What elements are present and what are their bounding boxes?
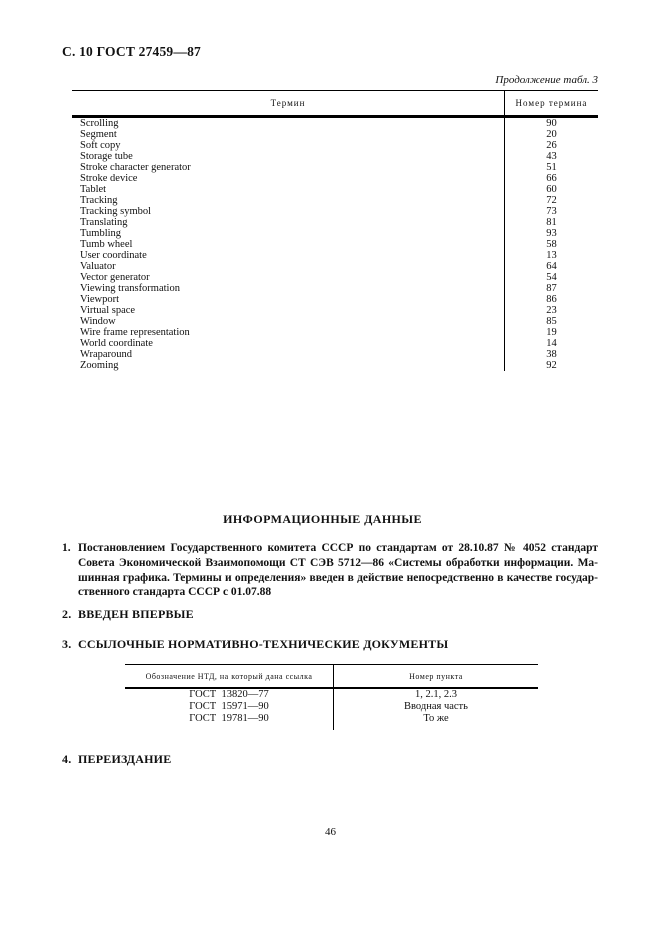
term-cell: Stroke character generator — [80, 162, 191, 173]
number-cell: 85 — [504, 316, 598, 327]
number-cell: 87 — [504, 283, 598, 294]
table-row — [72, 151, 598, 162]
number-cell: 92 — [504, 360, 598, 371]
info-item-3-text: ССЫЛОЧНЫЕ НОРМАТИВНО-ТЕХНИЧЕСКИЕ ДОКУМЕНТЫ — [78, 637, 449, 651]
term-cell: Wire frame representation — [80, 327, 190, 338]
terms-table-header-term: Термин — [270, 98, 306, 108]
term-cell: Tracking — [80, 195, 118, 206]
terms-table-header-number: Номер термина — [504, 91, 598, 115]
term-cell: World coordinate — [80, 338, 153, 349]
term-cell: Wraparound — [80, 349, 133, 360]
table-row — [72, 129, 598, 140]
info-item-3-number: 3. — [62, 637, 72, 651]
term-cell: Tracking symbol — [80, 206, 152, 217]
table-continuation-caption: Продолжение табл. 3 — [495, 74, 598, 86]
table-row — [72, 184, 598, 195]
table-row — [72, 195, 598, 206]
clause-cell: То же — [333, 713, 538, 725]
table-row — [72, 217, 598, 228]
number-cell: 72 — [504, 195, 598, 206]
number-cell: 86 — [504, 294, 598, 305]
term-cell: Window — [80, 316, 116, 327]
info-item-2 — [62, 607, 598, 622]
number-cell: 38 — [504, 349, 598, 360]
term-cell: Virtual space — [80, 305, 136, 316]
info-item-4-number: 4. — [62, 752, 72, 766]
number-cell: 58 — [504, 239, 598, 250]
references-table-header-ntd: Обозначение НТД, на который дана ссылка — [145, 671, 313, 681]
references-table — [125, 664, 538, 730]
table-row — [72, 305, 598, 316]
info-section-heading: ИНФОРМАЦИОННЫЕ ДАННЫЕ — [223, 512, 422, 526]
number-cell: 51 — [504, 162, 598, 173]
number-cell: 13 — [504, 250, 598, 261]
page-header: С. 10 ГОСТ 27459—87 — [62, 44, 201, 59]
table-row — [72, 250, 598, 261]
term-cell: Valuator — [80, 261, 116, 272]
ref-cell: ГОСТ 19781—90 — [189, 713, 269, 724]
info-item-1 — [62, 541, 598, 600]
table-row — [72, 118, 598, 129]
term-cell: Stroke device — [80, 173, 138, 184]
table-row — [72, 283, 598, 294]
term-cell: Storage tube — [80, 151, 133, 162]
table-row — [72, 316, 598, 327]
references-table-header — [125, 665, 538, 689]
number-cell: 64 — [504, 261, 598, 272]
table-row — [125, 689, 538, 701]
references-table-header-clause: Номер пункта — [333, 665, 538, 687]
references-table-divider-tail — [125, 725, 538, 730]
term-cell: Zooming — [80, 360, 119, 371]
terms-table-body — [72, 118, 598, 371]
info-item-1-line: шинная графика. Термины и определения» введен в действие непосредственно в качестве государ- — [78, 571, 598, 584]
ref-cell: ГОСТ 13820—77 — [189, 689, 269, 700]
term-cell: Vector generator — [80, 272, 150, 283]
number-cell: 19 — [504, 327, 598, 338]
table-row — [72, 261, 598, 272]
number-cell: 54 — [504, 272, 598, 283]
number-cell: 26 — [504, 140, 598, 151]
term-cell: Tumbling — [80, 228, 122, 239]
number-cell: 66 — [504, 173, 598, 184]
number-cell: 20 — [504, 129, 598, 140]
term-cell: Viewing transformation — [80, 283, 180, 294]
info-item-1-line: Постановлением Государственного комитета СССР по стандартам от 28.10.87 № 4052 стандарт — [78, 542, 598, 554]
table-row — [72, 360, 598, 371]
term-cell: Translating — [80, 217, 128, 228]
term-cell: User coordinate — [80, 250, 147, 261]
info-item-4 — [62, 752, 598, 767]
table-row — [72, 294, 598, 305]
table-row — [72, 327, 598, 338]
term-cell: Soft copy — [80, 140, 121, 151]
info-item-2-text: ВВЕДЕН ВПЕРВЫЕ — [78, 607, 194, 621]
number-cell: 73 — [504, 206, 598, 217]
info-item-1-number: 1. — [62, 542, 71, 554]
page-number: 46 — [325, 826, 336, 838]
table-row — [72, 228, 598, 239]
table-row — [72, 206, 598, 217]
references-table-body — [125, 689, 538, 730]
table-row — [72, 239, 598, 250]
table-row — [72, 272, 598, 283]
term-cell: Tumb wheel — [80, 239, 133, 250]
number-cell: 81 — [504, 217, 598, 228]
info-item-2-number: 2. — [62, 607, 72, 621]
term-cell: Segment — [80, 129, 117, 140]
info-item-1-line: ственного стандарта СССР с 01.07.88 — [78, 586, 272, 599]
term-cell: Scrolling — [80, 118, 119, 129]
number-cell: 14 — [504, 338, 598, 349]
number-cell: 43 — [504, 151, 598, 162]
terms-table-header — [72, 91, 598, 118]
table-row — [72, 140, 598, 151]
number-cell: 60 — [504, 184, 598, 195]
table-row — [125, 713, 538, 725]
term-cell: Tablet — [80, 184, 107, 195]
number-cell: 90 — [504, 118, 598, 129]
clause-cell: Вводная часть — [333, 701, 538, 713]
table-row — [72, 173, 598, 184]
number-cell: 23 — [504, 305, 598, 316]
info-item-3 — [62, 637, 598, 652]
info-item-4-text: ПЕРЕИЗДАНИЕ — [78, 752, 172, 766]
table-row — [72, 338, 598, 349]
info-item-1-line: Совета Экономической Взаимопомощи СТ СЭВ 5712—86 «Системы обработки информации. Ма- — [78, 556, 598, 569]
table-row — [72, 162, 598, 173]
ref-cell: ГОСТ 15971—90 — [189, 701, 269, 712]
table-row — [72, 349, 598, 360]
number-cell: 93 — [504, 228, 598, 239]
table-row — [125, 701, 538, 713]
terms-table — [72, 90, 598, 371]
clause-cell: 1, 2.1, 2.3 — [333, 689, 538, 701]
term-cell: Viewport — [80, 294, 120, 305]
